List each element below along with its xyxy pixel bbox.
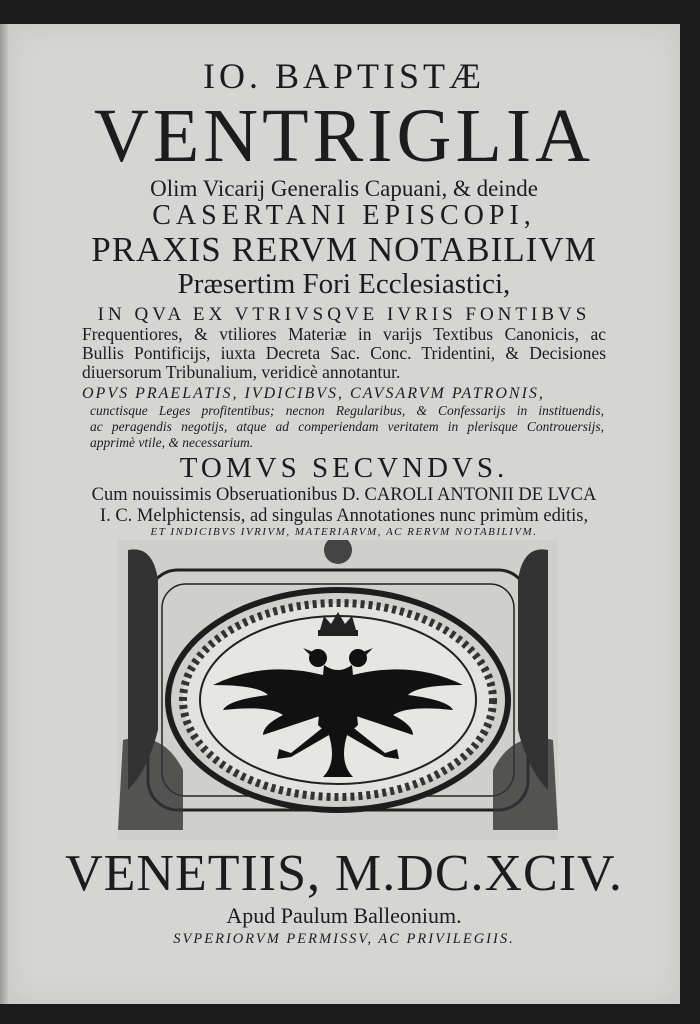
subtitle: Præsertim Fori Ecclesiastici, [177, 268, 511, 300]
main-title: PRAXIS RERVM NOTABILIVM [91, 230, 597, 269]
description-heading: IN QVA EX VTRIVSQVE IVRIS FONTIBVS [97, 304, 591, 325]
publisher: Apud Paulum Balleonium. [226, 903, 462, 928]
author-prefix: IO. BAPTISTÆ [202, 56, 486, 96]
description-line: Bullis Pontificijs, iuxta Decreta Sac. Conc. Tridentini, & Decisiones [82, 343, 606, 363]
audience-line: apprimè vtile, & necessarium. [90, 435, 254, 450]
annotations-line: Cum nouissimis Obseruationibus D. CAROLI ANTONII DE LVCA [91, 485, 597, 505]
audience-line: ac peragendis negotijs, atque ad comperiendam veritatem in plerisque Controuersijs, [90, 419, 604, 434]
imprint-place-date: VENETIIS, M.DC.XCIV. [65, 845, 623, 902]
author-role-2: CASERTANI EPISCOPI, [152, 200, 536, 231]
engraving-eagle-cartouche [118, 540, 558, 840]
volume: TOMVS SECVNDVS. [179, 452, 509, 484]
author-name: VENTRIGLIA [93, 94, 595, 178]
indices: ET INDICIBVS IVRIVM, MATERIARVM, AC RERVM NOTABILIVM. [150, 526, 538, 538]
audience-heading: OPVS PRAELATIS, IVDICIBVS, CAVSARVM PATRONIS, [82, 385, 545, 402]
description-line: Frequentiores, & vtiliores Materiæ in varijs Textibus Canonicis, ac [82, 324, 606, 344]
permission: SVPERIORVM PERMISSV, AC PRIVILEGIIS. [173, 931, 515, 947]
description-line: diuersorum Tribunalium, veridicè annotantur. [82, 362, 401, 382]
author-role-1: Olim Vicarij Generalis Capuani, & deinde [150, 176, 538, 201]
audience-line: cunctisque Leges profitentibus; necnon Regularibus, & Confessarijs in instituendis, [90, 403, 604, 418]
title-page [8, 24, 680, 1004]
annotations-line: I. C. Melphictensis, ad singulas Annotationes nunc primùm editis, [99, 506, 589, 526]
